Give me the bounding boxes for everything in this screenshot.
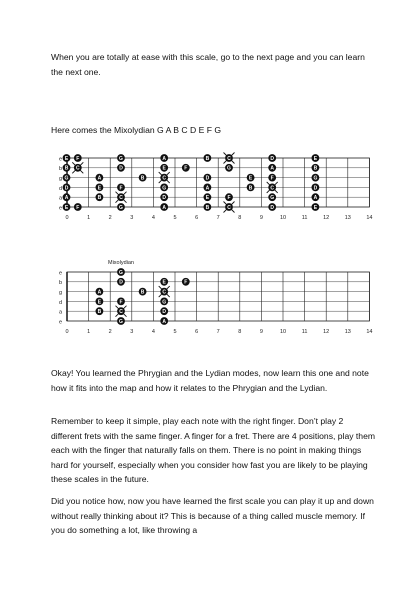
note-dot [96, 298, 104, 306]
note-label: D [119, 165, 123, 172]
fret-number: 8 [238, 215, 242, 221]
fretboard-diagram-full [55, 152, 373, 244]
note-label: F [119, 185, 123, 192]
note-label: F [184, 279, 188, 286]
note-dot [117, 317, 125, 325]
note-dot [139, 288, 147, 296]
fret-number: 8 [238, 329, 242, 335]
note-dot [117, 164, 125, 172]
note-dot [204, 174, 212, 182]
fret-number: 4 [151, 215, 155, 221]
fret-number: 14 [366, 329, 373, 335]
fret-number: 0 [65, 215, 69, 221]
note-label: F [184, 165, 188, 172]
note-dot [116, 192, 127, 203]
fret-number: 13 [344, 215, 351, 221]
note-dot [72, 162, 83, 173]
note-dot [63, 184, 71, 192]
note-dot [312, 184, 320, 192]
note-dot [312, 154, 320, 162]
note-dot [224, 202, 235, 213]
note-label: D [162, 195, 167, 202]
paragraph-modes: Okay! You learned the Phrygian and the Lydian modes, now learn this one and note how it fits into the map and how it relates to the Phrygian and the Lydian. [51, 368, 369, 393]
fret-number: 12 [323, 329, 330, 335]
note-label: C [227, 155, 231, 162]
note-dot [160, 298, 168, 306]
note-dot [225, 193, 233, 201]
note-label: G [270, 195, 275, 202]
note-dot [74, 154, 82, 162]
note-dot [139, 174, 147, 182]
diagram-title: Mixolydian [108, 260, 134, 266]
fret-number: 12 [323, 215, 330, 221]
string-label: d [59, 299, 63, 306]
note-label: C [227, 204, 231, 211]
string-label: e [59, 270, 63, 277]
fret-number: 10 [279, 215, 287, 221]
note-label: F [76, 155, 80, 162]
fret-number: 7 [216, 329, 220, 335]
note-label: F [76, 204, 80, 211]
intro-paragraph: When you are totally at ease with this scale, go to the next page and you can learn the next one. [51, 52, 365, 77]
note-dot [160, 154, 168, 162]
note-label: B [313, 165, 318, 172]
note-label: E [248, 175, 253, 182]
note-label: A [270, 165, 275, 172]
note-label: A [162, 318, 167, 325]
note-dot [117, 184, 125, 192]
note-dot [225, 164, 233, 172]
note-dot [268, 164, 276, 172]
note-dot [224, 153, 235, 164]
fret-number: 0 [65, 329, 69, 335]
note-dot [159, 286, 170, 297]
note-label: A [205, 185, 210, 192]
fret-number: 2 [108, 215, 112, 221]
note-dot [267, 182, 278, 193]
note-dot [63, 154, 71, 162]
note-label: A [97, 175, 102, 182]
paragraph-muscle-memory: Did you notice how, now you have learned the first scale you can play it up and down without really thinking about it? This is because of a thing called muscle memory. If you do something a lot, like throwing a [51, 496, 374, 536]
note-label: E [97, 299, 102, 306]
note-label: D [119, 279, 123, 286]
fret-number: 6 [195, 215, 199, 221]
fret-number: 6 [195, 329, 199, 335]
note-label: E [64, 204, 69, 211]
mixolydian-heading: Here comes the Mixolydian G A B C D E F G [51, 125, 222, 135]
note-label: G [162, 185, 167, 192]
note-dot [63, 203, 71, 211]
note-label: D [313, 185, 318, 192]
note-dot [159, 172, 170, 183]
string-label: g [59, 176, 63, 182]
note-label: C [75, 165, 80, 172]
note-label: E [205, 195, 210, 202]
note-label: F [227, 195, 231, 202]
note-dot [182, 164, 190, 172]
fret-number: 3 [130, 329, 134, 335]
note-label: G [119, 318, 123, 325]
note-label: C [162, 175, 167, 182]
note-label: G [64, 175, 69, 182]
note-dot [312, 174, 320, 182]
note-dot [96, 174, 104, 182]
note-label: B [205, 155, 210, 162]
fret-number: 3 [130, 215, 134, 221]
fret-number: 4 [151, 329, 155, 335]
note-dot [160, 164, 168, 172]
note-label: B [97, 195, 102, 202]
note-label: G [162, 299, 167, 306]
fretboard-diagram-position [55, 260, 373, 352]
note-label: F [270, 175, 274, 182]
note-dot [160, 193, 168, 201]
note-label: G [119, 269, 123, 276]
note-label: D [162, 309, 167, 316]
fret-number: 1 [87, 329, 91, 335]
note-label: E [162, 279, 166, 286]
fret-number: 1 [87, 215, 91, 221]
note-dot [96, 288, 104, 296]
note-label: F [119, 299, 123, 306]
string-label: e [59, 205, 63, 212]
fret-number: 10 [279, 329, 287, 335]
note-label: G [119, 155, 123, 162]
note-dot [312, 164, 320, 172]
string-label: e [59, 319, 63, 326]
note-dot [96, 193, 104, 201]
fret-number: 7 [216, 215, 220, 221]
note-dot [160, 307, 168, 315]
note-label: D [270, 155, 275, 162]
string-label: a [59, 195, 63, 202]
note-label: D [270, 204, 275, 211]
note-dot [117, 154, 125, 162]
note-label: B [248, 185, 253, 192]
paragraph-fingering: Remember to keep it simple, play each note with the right finger. Don’t play 2 different frets with the same finger. A finger for a fret. There are 4 positions, play them each with the finger that naturally falls on them. There is no point in making things hard for yourself, especially when you consider how fast you are likely to be playing these scales in the future. [51, 416, 376, 485]
note-dot [204, 154, 212, 162]
note-dot [268, 174, 276, 182]
note-dot [74, 203, 82, 211]
string-label: b [59, 280, 63, 287]
note-dot [312, 193, 320, 201]
note-dot [63, 193, 71, 201]
string-label: a [59, 309, 63, 316]
note-dot [160, 203, 168, 211]
note-dot [63, 174, 71, 182]
note-label: C [270, 185, 275, 192]
note-dot [204, 203, 212, 211]
fret-number: 13 [344, 329, 351, 335]
note-label: E [313, 204, 318, 211]
note-dot [63, 164, 71, 172]
fret-number: 9 [259, 329, 263, 335]
note-dot [116, 306, 127, 317]
note-dot [160, 317, 168, 325]
note-label: A [64, 195, 69, 202]
note-dot [268, 203, 276, 211]
string-label: g [59, 290, 63, 296]
note-label: E [97, 185, 102, 192]
note-dot [312, 203, 320, 211]
note-dot [247, 184, 255, 192]
note-label: G [313, 175, 318, 182]
note-label: G [119, 204, 123, 211]
note-label: A [97, 289, 102, 296]
note-label: B [97, 309, 102, 316]
fret-number: 14 [366, 215, 373, 221]
note-dot [117, 278, 125, 286]
note-dot [160, 184, 168, 192]
note-dot [117, 298, 125, 306]
note-dot [96, 307, 104, 315]
note-label: E [162, 165, 166, 172]
fret-number: 5 [173, 329, 177, 335]
string-label: b [59, 166, 63, 173]
note-label: G [227, 165, 231, 172]
note-dot [268, 154, 276, 162]
note-dot [204, 184, 212, 192]
fret-number: 5 [173, 215, 177, 221]
note-label: B [64, 165, 69, 172]
note-dot [117, 268, 125, 276]
fret-number: 2 [108, 329, 112, 335]
string-label: d [59, 185, 63, 192]
note-label: A [162, 155, 167, 162]
note-label: B [205, 204, 210, 211]
fret-number: 9 [259, 215, 263, 221]
note-label: B [140, 289, 145, 296]
note-dot [160, 278, 168, 286]
note-label: E [313, 155, 318, 162]
note-dot [247, 174, 255, 182]
note-dot [117, 203, 125, 211]
note-label: C [162, 289, 167, 296]
note-label: B [140, 175, 145, 182]
fret-number: 11 [301, 329, 308, 335]
string-label: e [59, 156, 63, 163]
note-label: E [64, 155, 69, 162]
note-label: C [119, 195, 123, 202]
note-dot [182, 278, 190, 286]
note-label: A [313, 195, 318, 202]
fret-number: 11 [301, 215, 308, 221]
note-label: D [205, 175, 210, 182]
note-dot [268, 193, 276, 201]
note-dot [96, 184, 104, 192]
note-dot [204, 193, 212, 201]
note-label: D [64, 185, 69, 192]
note-label: C [119, 309, 123, 316]
note-label: A [162, 204, 167, 211]
